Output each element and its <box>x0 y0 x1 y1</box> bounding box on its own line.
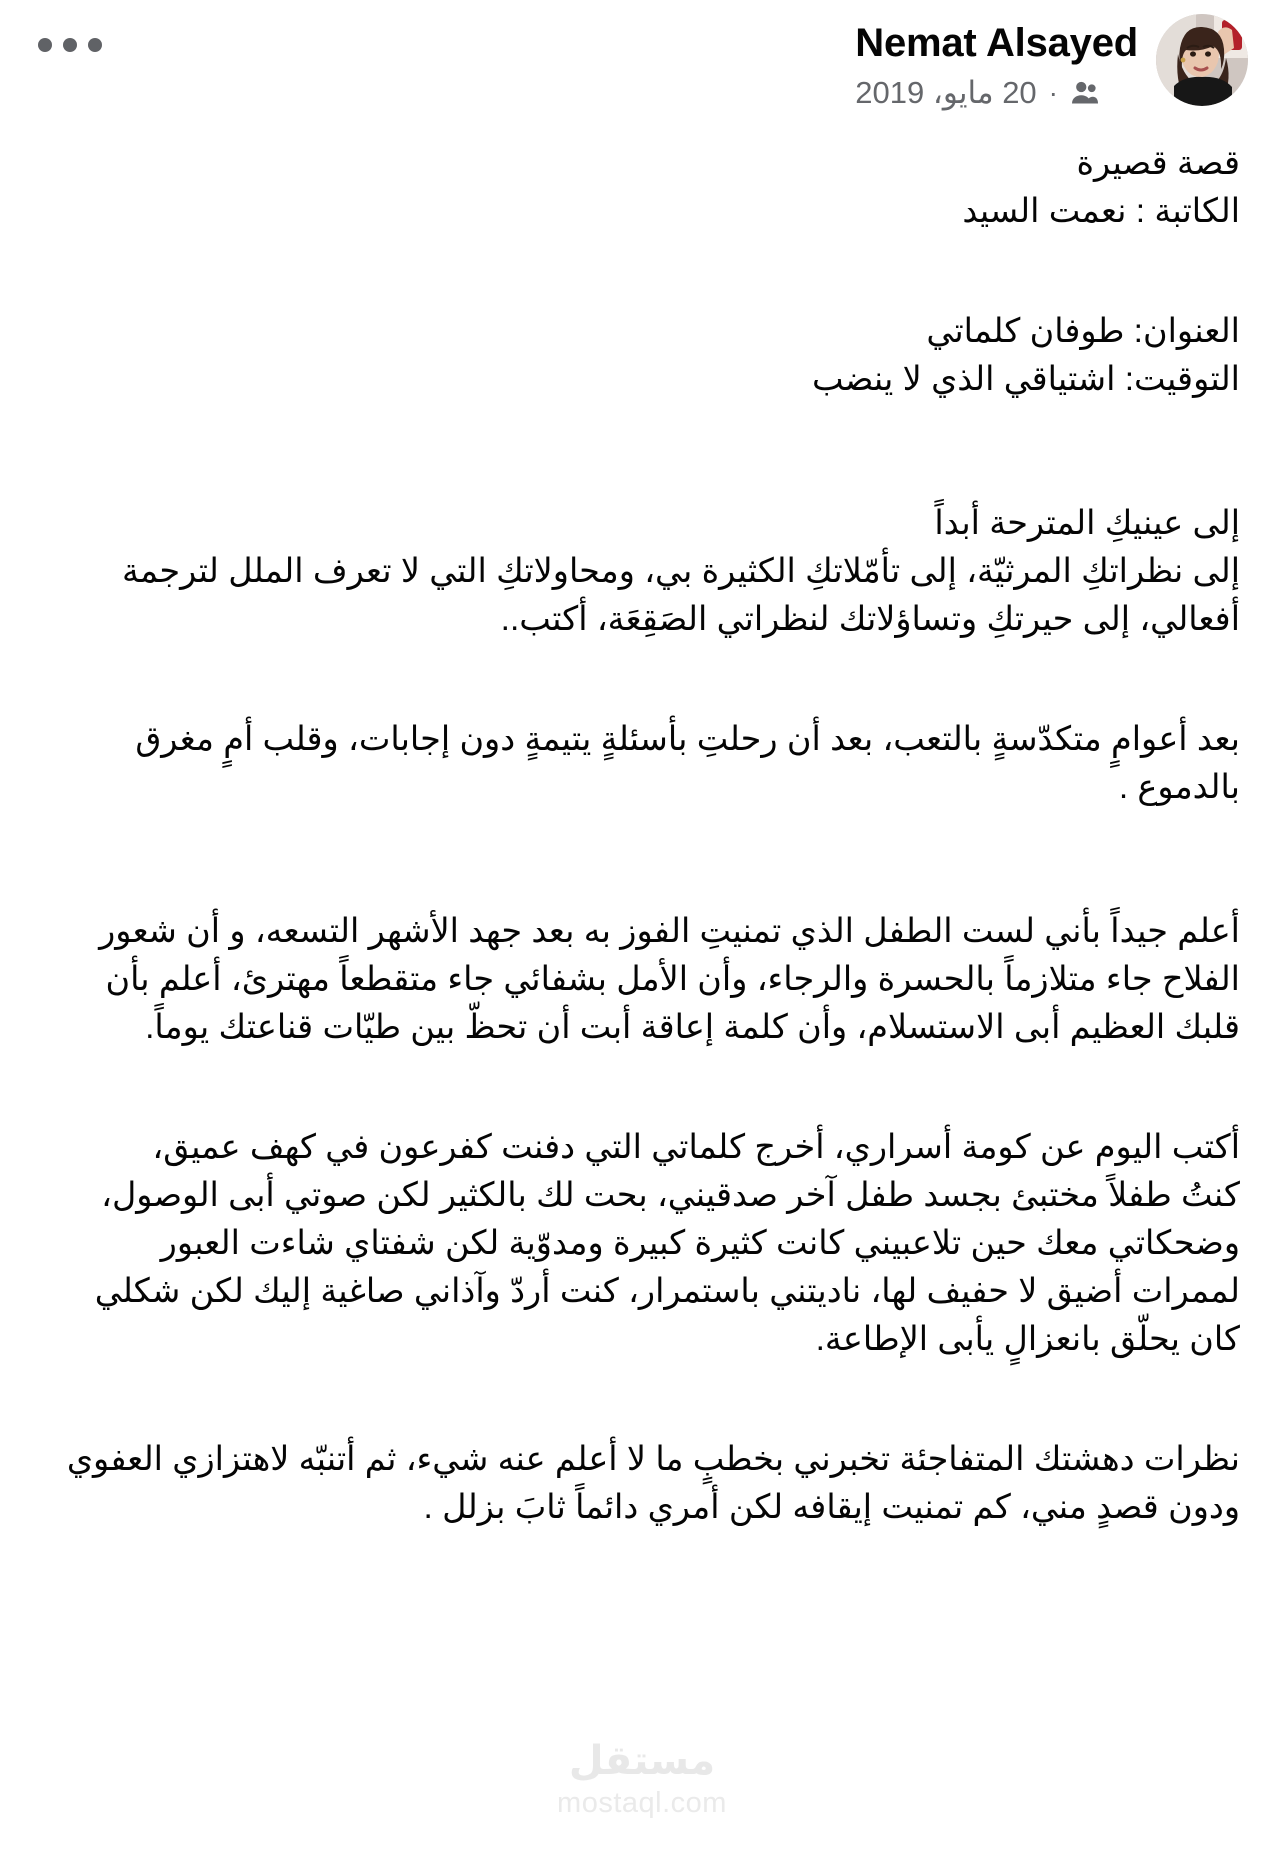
watermark-logo: مستقل <box>568 1738 716 1783</box>
dot <box>38 38 52 52</box>
spacer <box>44 236 1240 284</box>
post-identity <box>855 14 1248 111</box>
paragraph: أعلم جيداً بأني لست الطفل الذي تمنيتِ الفوز به بعد جهد الأشهر التسعه، و أن شعور الفلاح جاء متلازماً بالحسرة والرجاء، وأن الأمل بشفائي جاء متقطعاً مهترئ، أعلم بأن قلبك العظيم أبى الاستسلام، وأن كلمة إعاقة أبت أن تحظّ بين طيّات قناعتك يوماً. <box>89 913 1240 1046</box>
paragraph: الكاتبة : نعمت السيد <box>962 193 1240 230</box>
spacer <box>44 284 1240 308</box>
paragraph: العنوان: طوفان كلماتي <box>926 313 1240 350</box>
post-header <box>0 0 1284 140</box>
spacer <box>44 1364 1240 1412</box>
meta-separator: · <box>1048 76 1058 108</box>
watermark-url: mostaql.com <box>557 1786 727 1819</box>
spacer <box>44 1052 1240 1100</box>
post-text <box>0 140 1284 1532</box>
avatar[interactable] <box>1156 14 1248 106</box>
paragraph: بعد أعوامٍ متكدّسةٍ بالتعب، بعد أن رحلتِ بأسئلةٍ يتيمةٍ دون إجابات، وقلب أمٍ مغرق بالدموع . <box>126 721 1240 806</box>
spacer <box>44 644 1240 692</box>
spacer <box>44 1412 1240 1436</box>
paragraph: نظرات دهشتك المتفاجئة تخبرني بخطبٍ ما لا أعلم عنه شيء، ثم أتنبّه لاهتزازي العفوي ودون قصدٍ مني، كم تمنيت إيقافه لكن أمري دائماً ثابَ بزلل . <box>57 1441 1240 1526</box>
post-meta <box>855 74 1100 111</box>
friends-icon[interactable] <box>1070 78 1100 108</box>
dot <box>88 38 102 52</box>
spacer <box>44 452 1240 500</box>
paragraph: قصة قصيرة <box>1076 145 1240 182</box>
spacer <box>44 1100 1240 1124</box>
author-block <box>855 14 1138 111</box>
paragraph: كنتُ طفلاً مختبئ بجسد طفل آخر صدقيني، بحت لك بالكثير لكن صوتي أبى الوصول، وضحكاتي معك حين تلاعبيني كانت كثيرة كبيرة ومدوّية لكن شفتاي شاءت العبور لممرات أضيق لا حفيف لها، ناديتني باستمرار، كنت أردّ وآذاني صاغية إليك لكن شكلي كان يحلّق بانعزالٍ يأبى الإطاعة. <box>85 1177 1240 1358</box>
paragraph: إلى عينيكِ المترحة أبداً <box>934 505 1240 542</box>
paragraph: إلى نظراتكِ المرثيّة، إلى تأمّلاتكِ الكثيرة بي، ومحاولاتكِ التي لا تعرف الملل لترجمة أفعالي، إلى حيرتكِ وتساؤلاتك لنظراتي الصَقِعَة، أكتب.. <box>112 553 1240 638</box>
more-options-icon[interactable] <box>38 38 102 52</box>
paragraph: أكتب اليوم عن كومة أسراري، أخرج كلماتي التي دفنت كفرعون في كهف عميق، <box>152 1129 1240 1166</box>
spacer <box>44 692 1240 716</box>
post-date[interactable]: 20 مايو، 2019 <box>855 75 1037 110</box>
author-name[interactable]: Nemat Alsayed <box>855 21 1138 65</box>
paragraph: التوقيت: اشتياقي الذي لا ينضب <box>811 361 1240 398</box>
watermark <box>492 1739 792 1821</box>
dot <box>63 38 77 52</box>
spacer <box>44 812 1240 860</box>
spacer <box>44 404 1240 452</box>
spacer <box>44 860 1240 908</box>
